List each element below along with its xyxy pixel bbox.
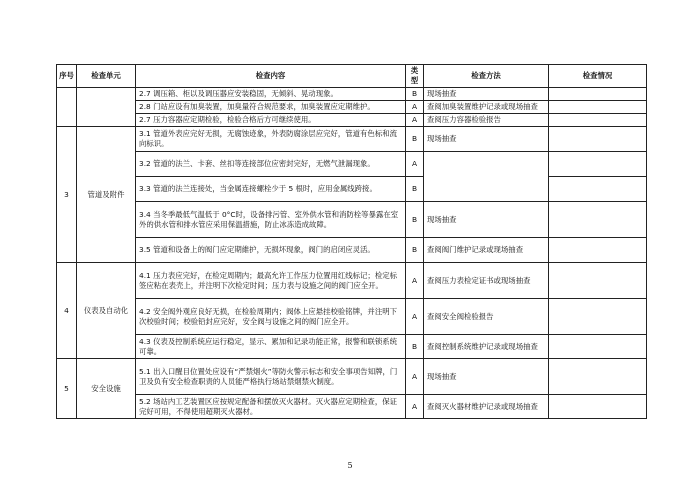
cell-result[interactable] bbox=[549, 101, 647, 114]
table-row bbox=[57, 101, 647, 114]
cell-type: A bbox=[406, 101, 424, 114]
table-row bbox=[57, 114, 647, 127]
cell-result[interactable] bbox=[549, 359, 647, 395]
table-row bbox=[57, 299, 647, 335]
cell-method: 查阅阀门维护记录或现场抽查 bbox=[424, 238, 549, 263]
cell-content: 3.5 管道和设备上的阀门应定期維护，无损坏现象，阀门的启闭应灵活。 bbox=[136, 238, 406, 263]
header-method: 检查方法 bbox=[424, 65, 549, 88]
table-row bbox=[57, 177, 647, 202]
cell-method: 现场抽查 bbox=[424, 359, 549, 395]
inspection-table bbox=[56, 64, 647, 419]
cell-content: 5.2 场站内工艺装置区应按规定配备和摆放灭火器材。灭火器应定期检查，保证完好可用，不得使用超期灭火器材。 bbox=[136, 395, 406, 419]
cell-no bbox=[57, 88, 77, 127]
cell-type: B bbox=[406, 177, 424, 202]
cell-result[interactable] bbox=[549, 114, 647, 127]
table-row bbox=[57, 202, 647, 238]
header-result: 检查情况 bbox=[549, 65, 647, 88]
table-header-row bbox=[57, 65, 647, 88]
cell-content: 2.7 压力容器应定期检验，检验合格后方可继续使用。 bbox=[136, 114, 406, 127]
table-row bbox=[57, 395, 647, 419]
header-unit: 检查单元 bbox=[77, 65, 136, 88]
cell-method: 查阅压力表检定证书或现场抽查 bbox=[424, 263, 549, 299]
cell-method: 查阅控制系统维护记录或现场抽查 bbox=[424, 335, 549, 359]
cell-type: B bbox=[406, 335, 424, 359]
cell-result[interactable] bbox=[549, 127, 647, 152]
cell-result[interactable] bbox=[549, 152, 647, 177]
cell-type: A bbox=[406, 152, 424, 177]
cell-method bbox=[424, 152, 549, 202]
table-row bbox=[57, 359, 647, 395]
cell-method: 查阅加臭装置维护记录或现场抽查 bbox=[424, 101, 549, 114]
cell-type: B bbox=[406, 88, 424, 101]
cell-no: 4 bbox=[57, 263, 77, 359]
cell-method: 现场抽查 bbox=[424, 202, 549, 238]
cell-content: 5.1 出入口醒目位置处应设有“严禁烟火”等防火警示标志和安全事项告知牌，门卫及负有安全检查职责的人员能严格执行场站禁烟禁火制度。 bbox=[136, 359, 406, 395]
cell-result[interactable] bbox=[549, 299, 647, 335]
cell-content: 4.1 压力表应完好，在检定周期内；最高允许工作压力位置用红线标记；检定标签应粘在表壳上，并注明下次检定时间；压力表与设施之间的阀门应全开。 bbox=[136, 263, 406, 299]
cell-content: 3.1 管道外表应完好无损，无腐蚀迹象，外表防腐涂层应完好，管道有色标和流向标识。 bbox=[136, 127, 406, 152]
cell-content: 2.8 门站应设有加臭装置，加臭量符合规范要求，加臭装置应定期维护。 bbox=[136, 101, 406, 114]
cell-content: 4.2 安全阀外观应良好无损，在检验周期内；阀体上应悬挂校验铭牌，并注明下次校验时间；校验铅封应完好，安全阀与设施之间的阀门应全开。 bbox=[136, 299, 406, 335]
cell-result[interactable] bbox=[549, 177, 647, 202]
cell-result[interactable] bbox=[549, 263, 647, 299]
cell-no: 5 bbox=[57, 359, 77, 419]
table-row bbox=[57, 263, 647, 299]
cell-type: B bbox=[406, 202, 424, 238]
cell-type: B bbox=[406, 127, 424, 152]
cell-unit: 安全设施 bbox=[77, 359, 136, 419]
cell-result[interactable] bbox=[549, 202, 647, 238]
header-content: 检查内容 bbox=[136, 65, 406, 88]
cell-content: 4.3 仪表及控制系统应运行稳定，显示、累加和记录功能正常，报警和联锁系统可靠。 bbox=[136, 335, 406, 359]
page-number: 5 bbox=[347, 461, 353, 470]
cell-content: 3.3 管道的法兰连接处，当金属连接螺栓少于 5 根时，应用金属线跨接。 bbox=[136, 177, 406, 202]
cell-unit: 仪表及自动化 bbox=[77, 263, 136, 359]
cell-content: 3.2 管道的法兰、卡套、丝扣等连接部位应密封完好，无燃气泄漏现象。 bbox=[136, 152, 406, 177]
cell-method: 查阅压力容器检验报告 bbox=[424, 114, 549, 127]
cell-method: 查阅灭火器材维护记录或现场抽查 bbox=[424, 395, 549, 419]
cell-type: B bbox=[406, 238, 424, 263]
header-no: 序号 bbox=[57, 65, 77, 88]
cell-content: 2.7 调压箱、柜以及调压器应安装稳固，无倾斜、晃动现象。 bbox=[136, 88, 406, 101]
cell-content: 3.4 当冬季最低气温低于 0°C时，设备排污管、室外供水管和消防栓等暴露在室外的供水管和排水管应采用保温措施，防止冰冻造成故障。 bbox=[136, 202, 406, 238]
cell-method: 现场抽查 bbox=[424, 127, 549, 152]
table-row bbox=[57, 335, 647, 359]
cell-unit: 管道及附件 bbox=[77, 127, 136, 263]
cell-type: A bbox=[406, 359, 424, 395]
cell-type: A bbox=[406, 395, 424, 419]
table-row bbox=[57, 152, 647, 177]
cell-result[interactable] bbox=[549, 238, 647, 263]
table-row bbox=[57, 88, 647, 101]
cell-result[interactable] bbox=[549, 88, 647, 101]
header-type: 类型 bbox=[406, 65, 424, 88]
cell-type: A bbox=[406, 299, 424, 335]
table-body bbox=[57, 88, 647, 419]
cell-type: A bbox=[406, 114, 424, 127]
cell-unit bbox=[77, 88, 136, 127]
cell-result[interactable] bbox=[549, 335, 647, 359]
cell-result[interactable] bbox=[549, 395, 647, 419]
cell-method: 现场抽查 bbox=[424, 88, 549, 101]
cell-no: 3 bbox=[57, 127, 77, 263]
table-row bbox=[57, 238, 647, 263]
cell-method: 查阅安全阀检验报告 bbox=[424, 299, 549, 335]
table-row bbox=[57, 127, 647, 152]
cell-type: A bbox=[406, 263, 424, 299]
